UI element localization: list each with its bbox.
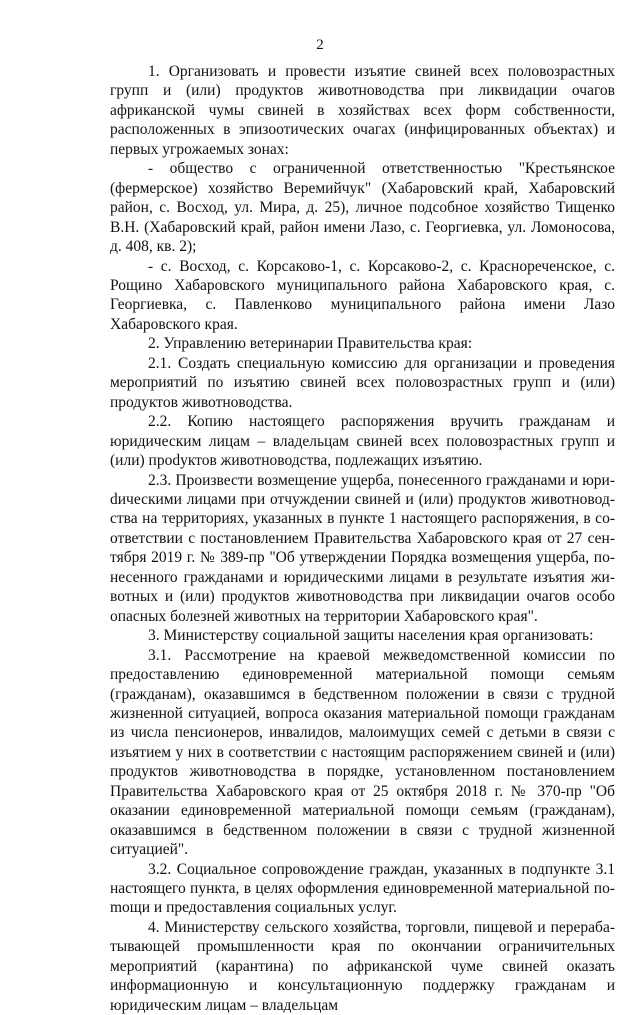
paragraph-3-1: 3.1. Рассмотрение на краевой межведомственной комиссии по предоставлению единовременной материальной помощи семьям (гражданам), оказавшимся в бедственном положении в связи с трудной жизненной ситуацией, вопроса оказания материальной помощи гражданам из числа пенсионеров, инвалидов, малоимущих семей с детьми в связи с изъятием у них в соответствии с настоящим распоряжением свиней и (или) продуктов животноводства в порядке, установленном постановлением Правительства Хабаровского края от 25 октября 2018 г. № 370-пр "Об оказании единовременной материальной помощи семьям (гражданам), оказавшимся в бедственном положении в связи с трудной жизненной ситуацией".	[110, 646, 615, 859]
document-body	[110, 62, 615, 1015]
paragraph-1-item-b: - с. Восход, с. Корсаково-1, с. Корсаково-2, с. Краснореченское, с. Рощино Хабаровского муниципального района Хабаровского края, с. Георгиевка, с. Павленково муниципального района имени Лазо Хабаровского края.	[110, 257, 615, 333]
paragraph-1-item-a: - общество с ограниченной ответственностью "Крестьянское (фермерское) хозяйство Веремийчук" (Хабаровский край, Хабаровский район, с. Восход, ул. Мира, д. 25), личное подсобное хозяйство Тищенко В.Н. (Хабаровский край, район имени Лазо, с. Георгиевка, ул. Ломоносова, д. 408, кв. 2);	[110, 160, 615, 256]
paragraph-3-2: 3.2. Социальное сопровождение граждан, указанных в подпункте 3.1 настоящего пункта, в целях оформления единовременной материальной поmощи и предоставления социальных услуг.	[110, 860, 615, 917]
page-number: 2	[316, 37, 324, 53]
paragraph-2: 2. Управлению ветеринарии Правительства края:	[148, 335, 473, 353]
paragraph-2-1: 2.1. Создать специальную комиссию для организации и проведения мероприятий по изъятию свиней всех половозрастных групп и (или) продуктов животноводства.	[110, 354, 615, 411]
paragraph-3: 3. Министерству социальной защиты населения края организовать:	[148, 627, 594, 645]
paragraph-2-3: 2.3. Произвести возмещение ущерба, понесенного гражданами и юриdическими лицами при отчуждении свиней и (или) продуктов животноводства на территориях, указанных в пункте 1 настоящего распоряжения, в соответствии с постановлением Правительства Хабаровского края от 27 сентября 2019 г. № 389-пр "Об утверждении Порядка возмещения ущерба, понесенного гражданами и юридическими лицами в результате изъятия животных и (или) продуктов животноводства при ликвидации очагов особо опасных болезней животных на территории Хабаровского края".	[110, 471, 615, 625]
paragraph-4: 4. Министерству сельского хозяйства, торговли, пищевой и перерабатывающей промышленности края по окончании ограничительных мероприятий (карантина) по африканской чуме свиней оказать информационную и консультационную поддержку гражданам и юридическим лицам – владельцам	[110, 918, 615, 1014]
paragraph-2-2: 2.2. Копию настоящего распоряжения вручить гражданам и юридическим лицам – владельцам свиней всех половозрастных групп и (или) проdуктов животноводства, подлежащих изъятию.	[110, 413, 615, 470]
paragraph-1: 1. Организовать и провести изъятие свиней всех половозрастных групп и (или) продуктов животноводства при ликвидации очагов африканской чумы свиней в хозяйствах всех форм собственности, расположенных в эпизоотических очагах (инфицированных объектах) и первых угрожаемых зонах:	[110, 63, 615, 158]
